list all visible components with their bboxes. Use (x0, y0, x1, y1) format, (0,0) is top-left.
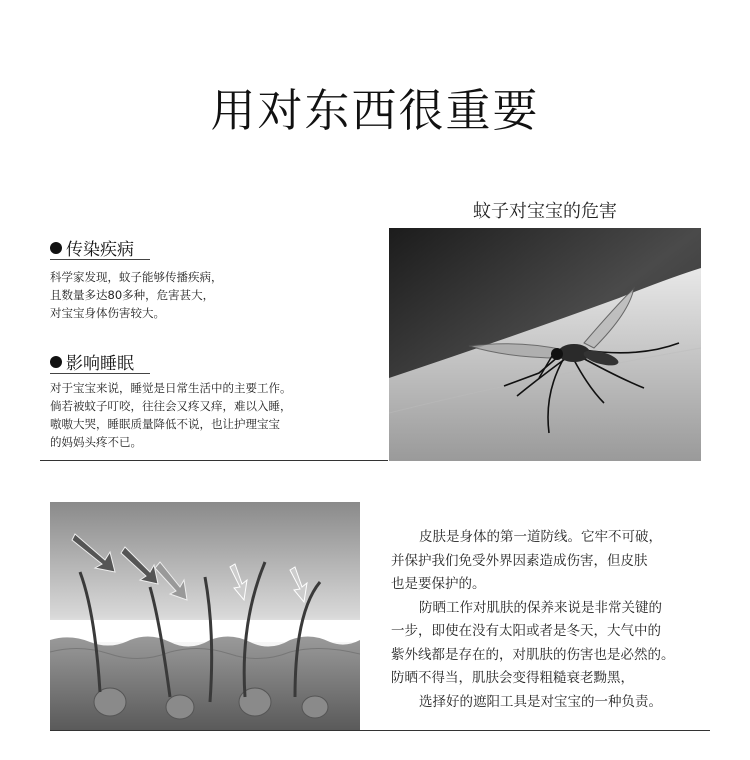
divider (50, 259, 150, 260)
mosquito-photo (389, 228, 701, 461)
page-title: 用对东西很重要 (210, 84, 540, 137)
disease-paragraph (50, 268, 380, 322)
paragraph-line: 科学家发现，蚊子能够传播疾病， (50, 270, 223, 284)
section-heading-disease (50, 235, 134, 260)
paragraph-line: 紫外线都是存在的，对肌肤的伤害也是必然的。 (391, 646, 675, 663)
paragraph-line: 嗷嗷大哭，睡眠质量降低不说，也让护理宝宝 (50, 417, 280, 431)
skin-protection-text (391, 526, 721, 714)
section-heading-label: 影响睡眠 (66, 354, 134, 374)
section-heading-label: 传染疾病 (66, 240, 134, 260)
paragraph-line: 的妈妈头疼不已。 (50, 435, 142, 449)
paragraph-line: 皮肤是身体的第一道防线。它牢不可破， (419, 529, 662, 545)
bullet-icon (50, 356, 62, 368)
paragraph-line: 倘若被蚊子叮咬，往往会又疼又痒，难以入睡， (50, 399, 292, 413)
mosquito-caption: 蚊子对宝宝的危害 (473, 201, 617, 222)
bullet-icon (50, 242, 62, 254)
paragraph-line: 防晒不得当，肌肤会变得粗糙衰老黝黑， (391, 670, 634, 686)
paragraph-line: 防晒工作对肌肤的保养来说是非常关键的 (419, 599, 662, 616)
divider (50, 730, 710, 731)
paragraph-line: 一步，即使在没有太阳或者是冬天，大气中的 (391, 623, 661, 639)
sleep-paragraph (50, 379, 385, 451)
paragraph-line: 对于宝宝来说，睡觉是日常生活中的主要工作。 (50, 381, 292, 395)
section-heading-sleep (50, 349, 134, 374)
paragraph-line: 对宝宝身体伤害较大。 (50, 306, 165, 320)
skin-diagram (50, 502, 360, 730)
divider (50, 373, 150, 374)
divider (40, 460, 388, 461)
paragraph-line: 并保护我们免受外界因素造成伤害，但皮肤 (391, 552, 648, 569)
paragraph-line: 且数量多达80多种，危害甚大， (50, 288, 215, 302)
paragraph-line: 选择好的遮阳工具是对宝宝的一种负责。 (419, 693, 662, 710)
paragraph-line: 也是要保护的。 (391, 576, 486, 592)
mosquito-illustration (389, 228, 701, 461)
skin-illustration (50, 502, 360, 730)
